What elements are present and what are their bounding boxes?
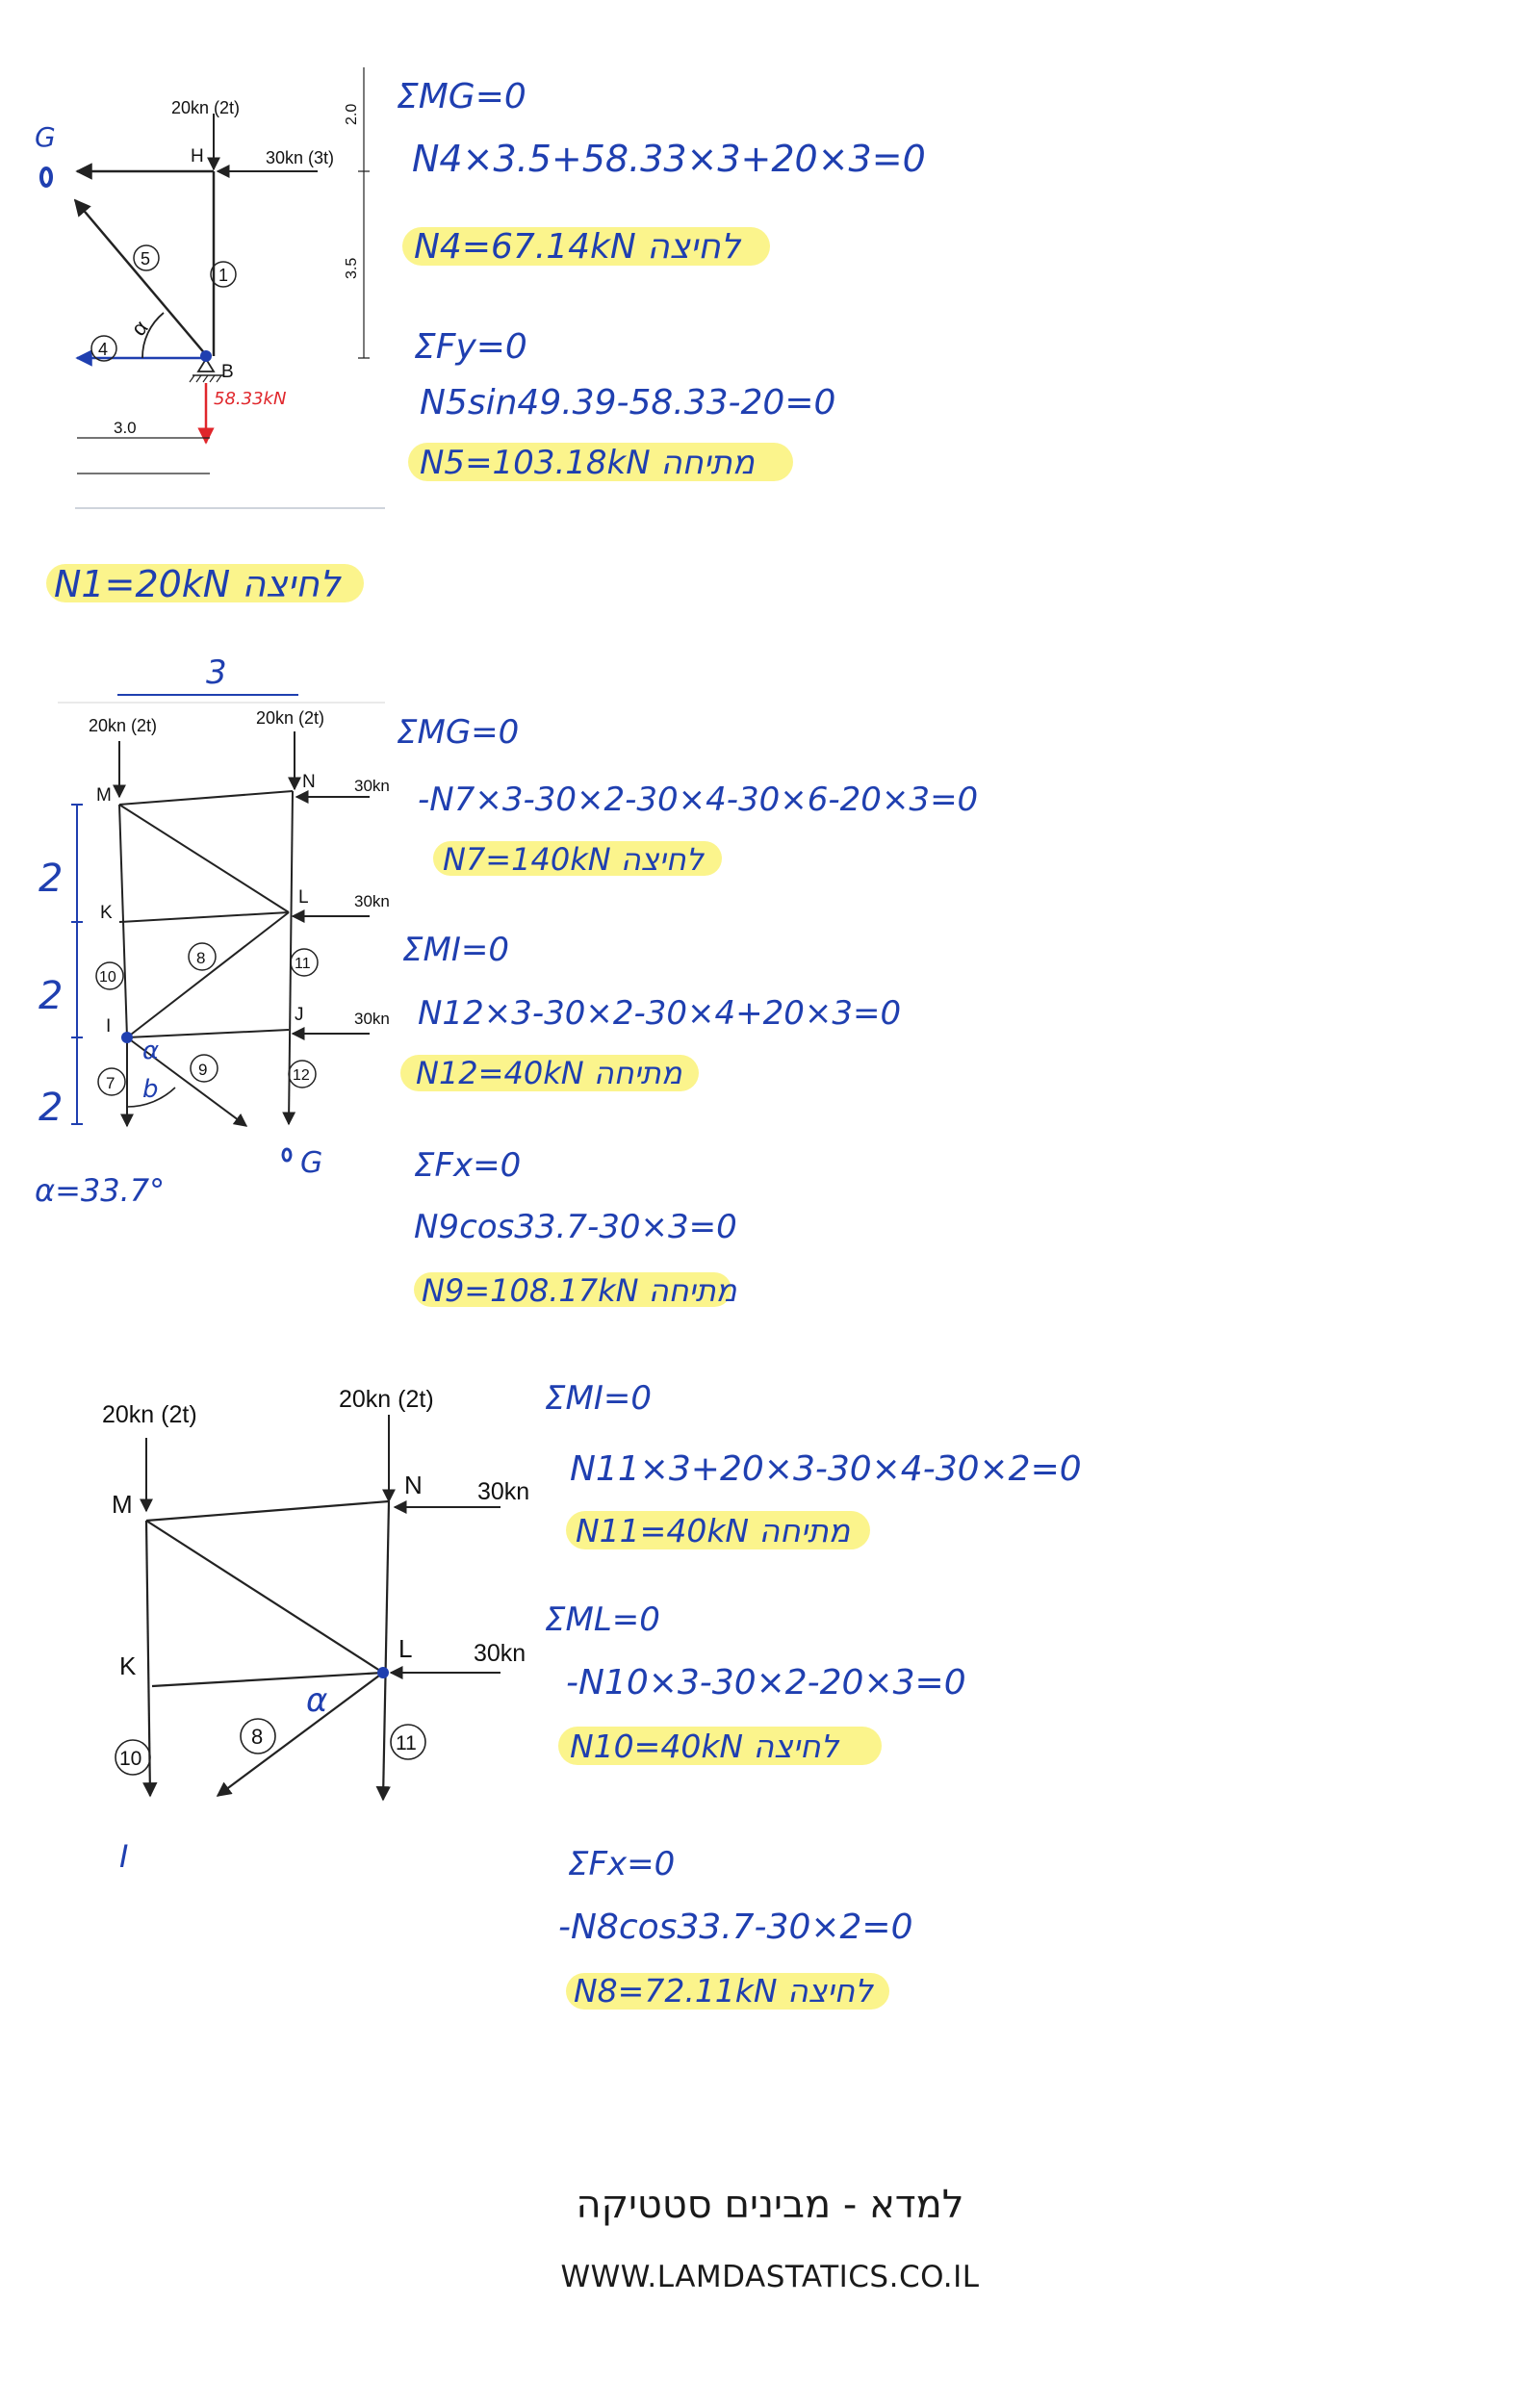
- d2-member-12-label: 12: [293, 1067, 310, 1084]
- b2-eq3-body: N9cos33.7-30×3=0: [414, 1208, 737, 1246]
- b2-eq2-result: N12=40kN מתיחה: [416, 1055, 682, 1091]
- d2-node-L: L: [298, 887, 309, 908]
- d2-member-9-label: 9: [198, 1061, 208, 1079]
- b1-eq1-body: N4×3.5+58.33×3+20×3=0: [412, 138, 926, 180]
- b2-eq1-result: N7=140kN לחיצה: [443, 841, 704, 878]
- dim-side-label: 3.5: [344, 257, 360, 279]
- b3-eq1-result: N11=40kN מתיחה: [576, 1512, 851, 1549]
- node-B-dot: [200, 350, 212, 362]
- b1-eq2-result: N5=103.18kN מתיחה: [420, 444, 755, 482]
- b3-eq1-body: N11×3+20×3-30×4-30×2=0: [570, 1449, 1082, 1489]
- b1-eq1-head: ΣMG=0: [397, 77, 526, 116]
- reaction-label: 58.33kN: [214, 389, 287, 409]
- member-4-label: 4: [98, 340, 109, 359]
- d2-node-J: J: [295, 1005, 304, 1025]
- d2-load-30-L-label: 30kn: [354, 892, 390, 910]
- d3-member-KL: [152, 1673, 383, 1686]
- d2-angle-b: b: [142, 1075, 159, 1104]
- d3-member-11: [383, 1501, 389, 1800]
- b2-eq2-body: N12×3-30×2-30×4+20×3=0: [418, 994, 902, 1033]
- b2-eq1-head: ΣMG=0: [397, 713, 520, 752]
- member-5-label: 5: [141, 249, 151, 269]
- node-G-dot: [41, 168, 51, 186]
- d3-node-I: I: [119, 1838, 129, 1875]
- b3-eq1-head: ΣMI=0: [545, 1379, 652, 1418]
- b1-eq2-head: ΣFy=0: [414, 327, 527, 367]
- footer-title: למדא - מבינים סטטיקה: [576, 2183, 964, 2227]
- d2-node-G-dot: [283, 1149, 291, 1161]
- top-load-label: 20kn (2t): [171, 98, 241, 117]
- d3-member-8: [218, 1673, 383, 1796]
- b3-eq2-body: -N10×3-30×2-20×3=0: [566, 1663, 966, 1703]
- d3-node-L-dot: [377, 1667, 389, 1678]
- d3-member-10-label: 10: [119, 1748, 142, 1770]
- member-1-label: 1: [218, 266, 229, 285]
- equations-block-2: [397, 713, 978, 1309]
- d2-top-dim-label: 3: [206, 653, 227, 692]
- d2-side-dim-3: 2: [38, 1086, 64, 1130]
- d3-member-MN: [146, 1501, 389, 1521]
- angle-label: α: [126, 315, 153, 341]
- b1-eq2-body: N5sin49.39-58.33-20=0: [420, 383, 836, 422]
- d3-load-right-label: 20kn (2t): [339, 1386, 434, 1413]
- d3-member-11-label: 11: [396, 1732, 417, 1754]
- d3-load-30-L-label: 30kn: [474, 1640, 526, 1667]
- diagram-3: [102, 1386, 529, 1875]
- d2-member-7-label: 7: [106, 1074, 116, 1092]
- d3-member-ML: [146, 1521, 383, 1673]
- dim-bottom-label: 3.0: [114, 419, 137, 437]
- d3-node-M: M: [112, 1490, 133, 1519]
- b3-eq2-head: ΣML=0: [545, 1600, 660, 1639]
- side-load-label: 30kn (3t): [266, 148, 335, 167]
- d2-node-G: G: [300, 1146, 323, 1180]
- diagram-2: [35, 653, 390, 1209]
- d3-node-L: L: [398, 1634, 413, 1663]
- d2-node-I: I: [106, 1016, 112, 1037]
- d2-side-dim-2: 2: [38, 974, 64, 1018]
- d2-member-8-label: 8: [196, 949, 206, 967]
- node-H-label: H: [191, 146, 204, 166]
- b2-eq3-head: ΣFx=0: [414, 1146, 522, 1185]
- b1-eq1-result: N4=67.14kN לחיצה: [414, 227, 741, 267]
- ground-hatch: [190, 375, 221, 382]
- equations-block-3: [545, 1379, 1082, 2010]
- d2-member-11-label: 11: [295, 956, 311, 972]
- b2-eq2-head: ΣMI=0: [402, 931, 509, 969]
- d2-load-30-N-label: 30kn: [354, 777, 390, 795]
- d2-member-KL: [119, 912, 289, 922]
- d2-alpha-value: α=33.7°: [35, 1172, 166, 1209]
- b2-eq1-body: -N7×3-30×2-30×4-30×6-20×3=0: [418, 781, 979, 819]
- node-G-label: G: [35, 121, 56, 153]
- d2-member-MN: [119, 791, 293, 805]
- d2-node-K: K: [100, 903, 113, 923]
- equations-block-1: [46, 77, 926, 605]
- d2-node-I-dot: [121, 1032, 133, 1043]
- footer-url: WWW.LAMDASTATICS.CO.IL: [560, 2260, 980, 2294]
- b3-eq2-result: N10=40kN לחיצה: [570, 1728, 839, 1765]
- b2-eq3-result: N9=108.17kN מתיחה: [422, 1272, 737, 1309]
- dim-top-label: 2.0: [344, 103, 360, 125]
- d2-member-8: [127, 912, 289, 1037]
- d2-member-ML: [119, 805, 289, 912]
- b1-n1-result: N1=20kN לחיצה: [54, 563, 341, 605]
- b3-eq3-result: N8=72.11kN לחיצה: [574, 1972, 873, 2010]
- d2-member-10-label: 10: [99, 969, 116, 986]
- d3-load-left-label: 20kn (2t): [102, 1401, 197, 1428]
- d3-member-8-label: 8: [251, 1725, 264, 1749]
- d2-angle-a: α: [142, 1037, 160, 1065]
- d3-node-K: K: [119, 1651, 137, 1680]
- d3-node-N: N: [404, 1471, 423, 1499]
- d2-node-N: N: [302, 772, 316, 792]
- b3-eq3-body: -N8cos33.7-30×2=0: [558, 1907, 913, 1947]
- d2-side-dim-1: 2: [38, 857, 64, 901]
- node-B-label: B: [221, 362, 234, 382]
- d2-load-right-label: 20kn (2t): [256, 708, 325, 728]
- d2-load-30-J-label: 30kn: [354, 1010, 390, 1028]
- b3-eq3-head: ΣFx=0: [568, 1845, 676, 1883]
- d3-load-30-N-label: 30kn: [477, 1478, 530, 1505]
- d2-node-M: M: [96, 785, 112, 806]
- d3-angle: α: [306, 1681, 328, 1720]
- d2-load-left-label: 20kn (2t): [89, 716, 158, 735]
- diagram-1: [35, 67, 385, 508]
